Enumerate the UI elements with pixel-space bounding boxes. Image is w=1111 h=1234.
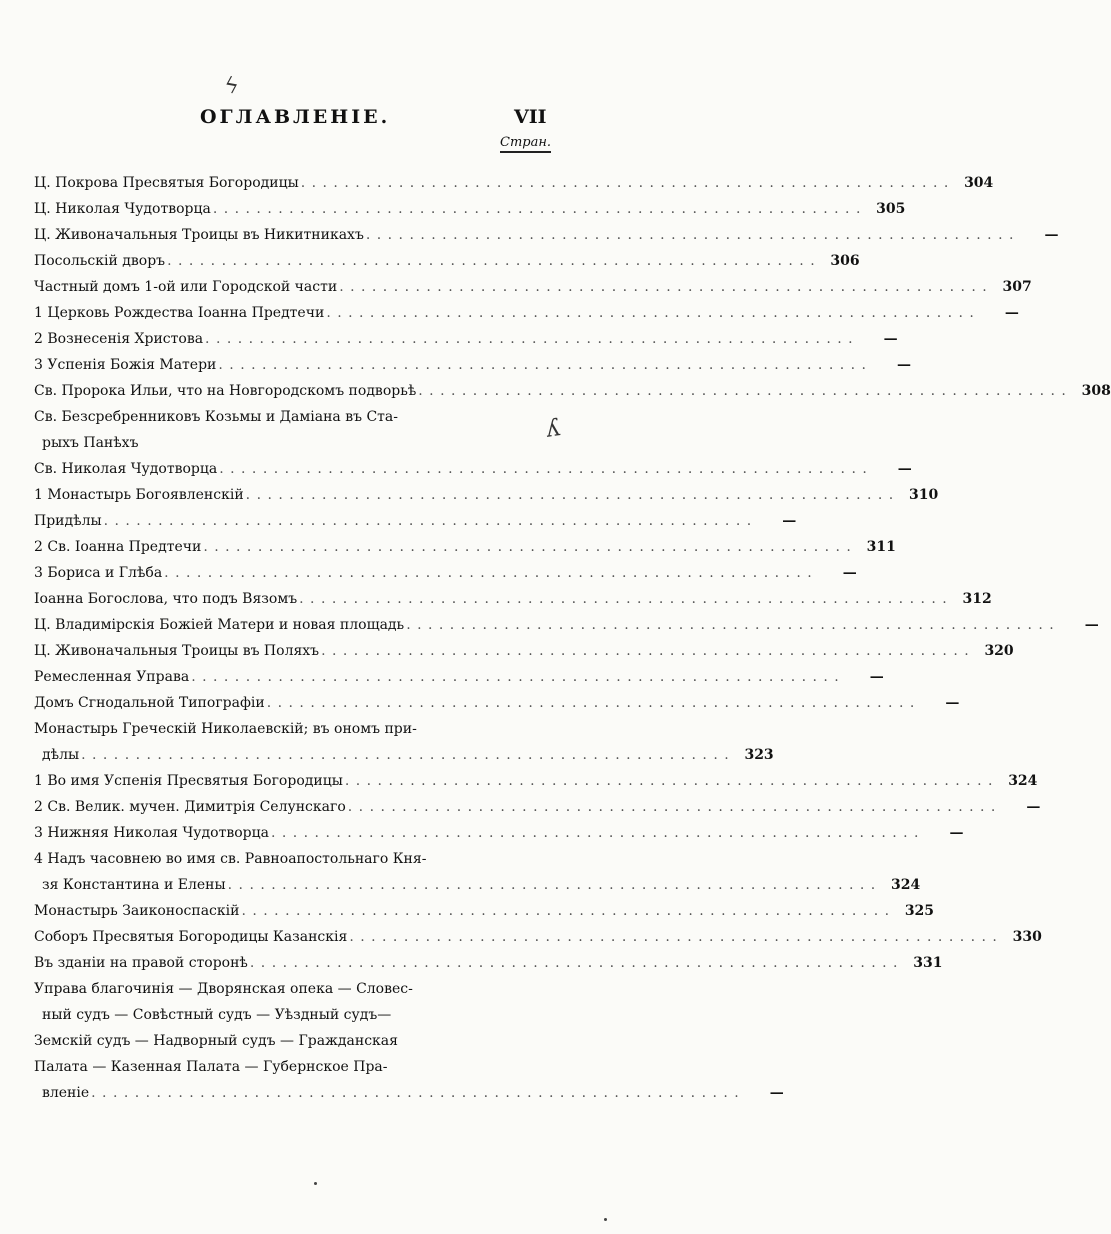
toc-entry-page: 307 <box>1002 279 1032 295</box>
toc-leader-dots: . . . . . . . . . . . . . . . . . . . . . . . . . . . . . . . . . . . . . . . . . . . . . . . . . . . . . . . . . . . . <box>299 591 948 607</box>
toc-entry-title: Св. Пророка Ильи, что на Новгородскомъ подворьѣ <box>34 383 417 399</box>
toc-entry <box>34 820 964 846</box>
toc-entry <box>34 846 570 872</box>
toc-entry-page: — <box>945 695 960 711</box>
toc-entry <box>34 872 921 898</box>
toc-entry-page: — <box>1044 227 1059 243</box>
toc-leader-dots: . . . . . . . . . . . . . . . . . . . . . . . . . . . . . . . . . . . . . . . . . . . . . . . . . . . . . . . . . . . . <box>103 513 753 529</box>
toc-entry-title: 1 Монастырь Богоявленскій <box>34 487 244 503</box>
toc-leader-dots: . . . . . . . . . . . . . . . . . . . . . . . . . . . . . . . . . . . . . . . . . . . . . . . . . . . . . . . . . . . . <box>167 253 816 269</box>
toc-entry-page: 306 <box>830 253 860 269</box>
toc-entry-title: вленіе <box>42 1085 90 1101</box>
toc-entry-title: дѣлы <box>42 747 80 763</box>
toc-entry-title: 3 Нижняя Николая Чудотворца <box>34 825 269 841</box>
toc-entry-page: — <box>896 357 911 373</box>
toc-entry <box>34 456 912 482</box>
toc-leader-dots: . . . . . . . . . . . . . . . . . . . . . . . . . . . . . . . . . . . . . . . . . . . . . . . . . . . . . . . . . . . . <box>300 175 950 191</box>
toc-entry <box>34 794 1041 820</box>
toc-entry-title: Ц. Живоначальныя Троицы въ Поляхъ <box>34 643 320 659</box>
toc-entry <box>34 950 943 976</box>
toc-entry-title: Ремесленная Управа <box>34 669 190 685</box>
toc-entry <box>34 482 939 508</box>
toc-entry-title: Ц. Живоначальныя Троицы въ Никитникахъ <box>34 227 364 243</box>
toc-entry <box>34 352 911 378</box>
toc-entry-page: — <box>842 565 857 581</box>
toc-leader-dots: . . . . . . . . . . . . . . . . . . . . . . . . . . . . . . . . . . . . . . . . . . . . . . . . . . . . . . . . . . . . <box>270 825 920 841</box>
toc-entry-page: 324 <box>1008 773 1038 789</box>
toc-entry-page: — <box>1084 617 1099 633</box>
toc-entry-page: — <box>883 331 898 347</box>
toc-entry <box>34 768 1038 794</box>
toc-leader-dots: . . . . . . . . . . . . . . . . . . . . . . . . . . . . . . . . . . . . . . . . . . . . . . . . . . . . . . . . . . . . <box>205 331 854 347</box>
toc-entry-title: 4 Надъ часовнею во имя св. Равноапостольнаго Кня- <box>34 851 427 867</box>
toc-entry-page: 323 <box>744 747 774 763</box>
toc-entry <box>34 274 1032 300</box>
toc-leader-dots: . . . . . . . . . . . . . . . . . . . . . . . . . . . . . . . . . . . . . . . . . . . . . . . . . . . . . . . . . . . . <box>81 747 730 763</box>
toc-entry-page: 305 <box>876 201 906 217</box>
toc-entry <box>34 1054 570 1080</box>
toc-entry-page: 304 <box>964 175 994 191</box>
toc-leader-dots: . . . . . . . . . . . . . . . . . . . . . . . . . . . . . . . . . . . . . . . . . . . . . . . . . . . . . . . . . . . . <box>91 1085 740 1101</box>
toc-entry-page: — <box>897 461 912 477</box>
toc-entry <box>34 404 570 430</box>
toc-entry-title: 2 Св. Велик. мучен. Димитрія Селунскаго <box>34 799 346 815</box>
ink-speck <box>314 1182 317 1185</box>
toc-entry-title: Посольскій дворъ <box>34 253 166 269</box>
toc-entry <box>34 924 1042 950</box>
toc-leader-dots: . . . . . . . . . . . . . . . . . . . . . . . . . . . . . . . . . . . . . . . . . . . . . . . . . . . . . . . . . . . . <box>266 695 916 711</box>
toc-entry-page: 308 <box>1081 383 1111 399</box>
toc-entry-title: Ц. Владимірскія Божіей Матери и новая площадь <box>34 617 405 633</box>
toc-entry-title: 3 Бориса и Глѣба <box>34 565 163 581</box>
toc-leader-dots: . . . . . . . . . . . . . . . . . . . . . . . . . . . . . . . . . . . . . . . . . . . . . . . . . . . . . . . . . . . . <box>164 565 813 581</box>
toc-leader-dots: . . . . . . . . . . . . . . . . . . . . . . . . . . . . . . . . . . . . . . . . . . . . . . . . . . . . . . . . . . . . <box>245 487 895 503</box>
toc-entry-title: Домъ Сгнодальной Типографіи <box>34 695 265 711</box>
toc-leader-dots: . . . . . . . . . . . . . . . . . . . . . . . . . . . . . . . . . . . . . . . . . . . . . . . . . . . . . . . . . . . . <box>406 617 1055 633</box>
page-title: ОГЛАВЛЕНІЕ. <box>200 106 391 128</box>
toc-entry <box>34 586 992 612</box>
toc-entry-title: 1 Во имя Успенія Пресвятыя Богородицы <box>34 773 343 789</box>
toc-leader-dots: . . . . . . . . . . . . . . . . . . . . . . . . . . . . . . . . . . . . . . . . . . . . . . . . . . . . . . . . . . . . <box>227 877 877 893</box>
toc-entry-page: 312 <box>962 591 992 607</box>
toc-entry <box>34 196 906 222</box>
toc-entry <box>34 534 896 560</box>
toc-entry-page: 311 <box>866 539 896 555</box>
toc-entry-page: 324 <box>890 877 921 893</box>
toc-entry-page: — <box>782 513 797 529</box>
toc-leader-dots: . . . . . . . . . . . . . . . . . . . . . . . . . . . . . . . . . . . . . . . . . . . . . . . . . . . . . . . . . . . . <box>344 773 994 789</box>
toc-entry-page: 310 <box>909 487 939 503</box>
toc-leader-dots: . . . . . . . . . . . . . . . . . . . . . . . . . . . . . . . . . . . . . . . . . . . . . . . . . . . . . . . . . . . . <box>321 643 970 659</box>
toc-leader-dots: . . . . . . . . . . . . . . . . . . . . . . . . . . . . . . . . . . . . . . . . . . . . . . . . . . . . . . . . . . . . <box>339 279 988 295</box>
page-column-label: Стран. <box>500 135 551 153</box>
toc-entry-title: Ц. Николая Чудотворца <box>34 201 211 217</box>
toc-entry-title: Монастырь Греческій Николаевскій; въ ономъ при- <box>34 721 417 737</box>
toc-entry-page: — <box>949 825 964 841</box>
toc-entry-title: 1 Церковь Рождества Іоанна Предтечи <box>34 305 325 321</box>
toc-entry-title: Св. Безсребренниковъ Козьмы и Даміана въ Ста- <box>34 409 399 425</box>
toc-leader-dots: . . . . . . . . . . . . . . . . . . . . . . . . . . . . . . . . . . . . . . . . . . . . . . . . . . . . . . . . . . . . <box>347 799 997 815</box>
toc-entry <box>34 1002 570 1028</box>
toc-leader-dots: . . . . . . . . . . . . . . . . . . . . . . . . . . . . . . . . . . . . . . . . . . . . . . . . . . . . . . . . . . . . <box>191 669 840 685</box>
toc-entry-page: — <box>1004 305 1019 321</box>
toc-entry-title: Монастырь Заиконоспаскій <box>34 903 240 919</box>
ink-speck <box>604 1218 607 1221</box>
toc-entry <box>34 222 1059 248</box>
toc-leader-dots: . . . . . . . . . . . . . . . . . . . . . . . . . . . . . . . . . . . . . . . . . . . . . . . . . . . . . . . . . . . . <box>249 955 899 971</box>
toc-entry <box>34 976 570 1002</box>
toc-entry <box>34 248 860 274</box>
toc-entry-title: Ц. Покрова Пресвятыя Богородицы <box>34 175 299 191</box>
toc-entry <box>34 326 898 352</box>
page-number: VII <box>514 106 547 128</box>
toc-entry <box>34 638 1014 664</box>
table-of-contents <box>34 170 1111 1106</box>
toc-leader-dots: . . . . . . . . . . . . . . . . . . . . . . . . . . . . . . . . . . . . . . . . . . . . . . . . . . . . . . . . . . . . <box>212 201 862 217</box>
toc-entry-title: Соборъ Пресвятыя Богородицы Казанскія <box>34 929 348 945</box>
toc-entry-title: Въ зданіи на правой сторонѣ <box>34 955 248 971</box>
toc-entry <box>34 612 1099 638</box>
toc-leader-dots: . . . . . . . . . . . . . . . . . . . . . . . . . . . . . . . . . . . . . . . . . . . . . . . . . . . . . . . . . . . . <box>349 929 998 945</box>
toc-leader-dots: . . . . . . . . . . . . . . . . . . . . . . . . . . . . . . . . . . . . . . . . . . . . . . . . . . . . . . . . . . . . <box>365 227 1015 243</box>
toc-entry-page: — <box>769 1085 784 1101</box>
toc-entry <box>34 170 994 196</box>
toc-entry-title: зя Константина и Елены <box>42 877 226 893</box>
toc-entry <box>34 300 1019 326</box>
toc-entry-title: Частный домъ 1-ой или Городской части <box>34 279 338 295</box>
toc-entry-title: Св. Николая Чудотворца <box>34 461 218 477</box>
toc-entry <box>34 742 774 768</box>
toc-entry <box>34 898 935 924</box>
toc-entry-page: 330 <box>1012 929 1042 945</box>
toc-entry <box>34 508 797 534</box>
toc-entry-title: Управа благочинія — Дворянская опека — Словес- <box>34 981 413 997</box>
toc-entry <box>34 378 1111 404</box>
toc-leader-dots: . . . . . . . . . . . . . . . . . . . . . . . . . . . . . . . . . . . . . . . . . . . . . . . . . . . . . . . . . . . . <box>326 305 975 321</box>
toc-entry-page: 320 <box>984 643 1014 659</box>
toc-entry-page: — <box>1026 799 1041 815</box>
toc-entry <box>34 690 960 716</box>
toc-entry-title: Земскій судъ — Надворный судъ — Гражданская <box>34 1033 398 1049</box>
toc-entry <box>34 430 570 456</box>
toc-leader-dots: . . . . . . . . . . . . . . . . . . . . . . . . . . . . . . . . . . . . . . . . . . . . . . . . . . . . . . . . . . . . <box>218 357 867 373</box>
toc-entry <box>34 1028 570 1054</box>
toc-entry-title: 2 Вознесенія Христова <box>34 331 204 347</box>
toc-leader-dots: . . . . . . . . . . . . . . . . . . . . . . . . . . . . . . . . . . . . . . . . . . . . . . . . . . . . . . . . . . . . <box>203 539 852 555</box>
toc-entry-title: рыхъ Панѣхъ <box>42 435 139 451</box>
toc-entry-title: Іоанна Богослова, что подъ Вязомъ <box>34 591 298 607</box>
toc-entry-title: Палата — Казенная Палата — Губернское Пра- <box>34 1059 388 1075</box>
toc-entry <box>34 716 570 742</box>
toc-entry-title: ный судъ — Совѣстный судъ — Уѣздный судъ— <box>42 1007 392 1023</box>
toc-entry <box>34 1080 784 1106</box>
toc-entry-title: 3 Успенія Божія Матери <box>34 357 217 373</box>
toc-entry-page: 325 <box>904 903 935 919</box>
toc-leader-dots: . . . . . . . . . . . . . . . . . . . . . . . . . . . . . . . . . . . . . . . . . . . . . . . . . . . . . . . . . . . . <box>241 903 891 919</box>
toc-leader-dots: . . . . . . . . . . . . . . . . . . . . . . . . . . . . . . . . . . . . . . . . . . . . . . . . . . . . . . . . . . . . <box>219 461 868 477</box>
handwritten-mark: ʎ <box>544 413 562 443</box>
toc-entry-page: — <box>869 669 884 685</box>
toc-entry-title: 2 Св. Іоанна Предтечи <box>34 539 202 555</box>
toc-leader-dots: . . . . . . . . . . . . . . . . . . . . . . . . . . . . . . . . . . . . . . . . . . . . . . . . . . . . . . . . . . . . <box>418 383 1067 399</box>
toc-entry <box>34 560 857 586</box>
toc-entry-title: Придѣлы <box>34 513 102 529</box>
ink-mark: ϟ <box>221 72 241 101</box>
toc-entry <box>34 664 884 690</box>
toc-entry-page: 331 <box>913 955 943 971</box>
